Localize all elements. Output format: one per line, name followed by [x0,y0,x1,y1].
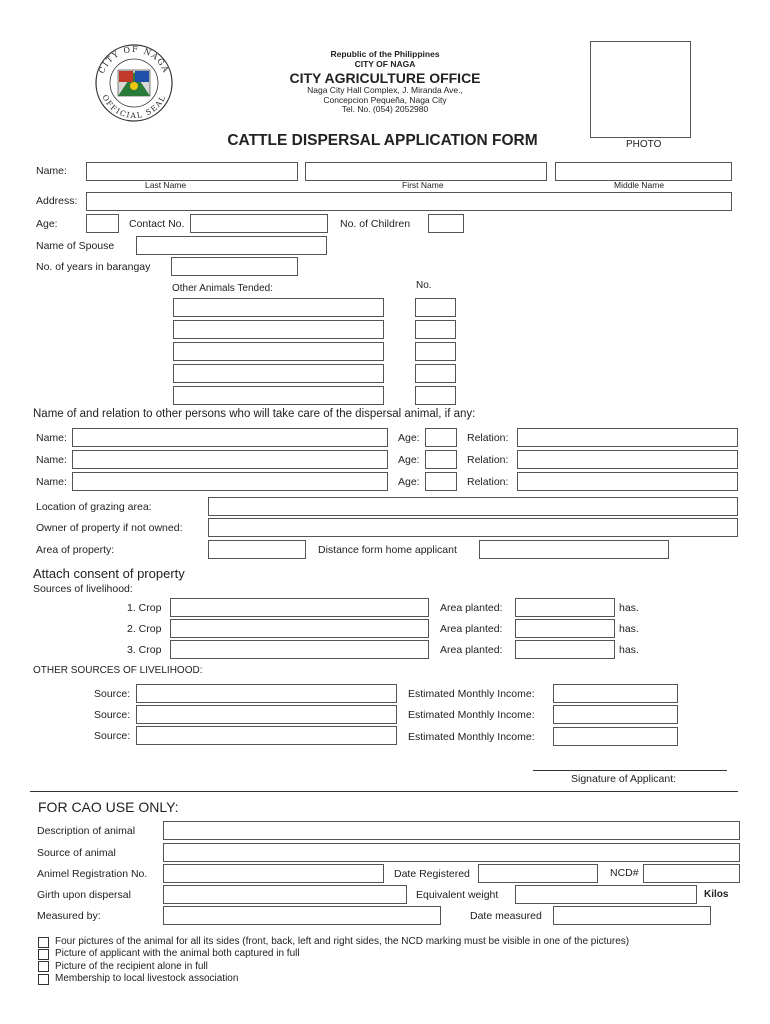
caretaker-relation-input[interactable] [517,450,738,469]
photo-box[interactable] [590,41,691,138]
grazing-location-label: Location of grazing area: [36,501,152,513]
area-planted-label: Area planted: [440,644,503,656]
income-label: Estimated Monthly Income: [408,688,535,700]
children-label: No. of Children [340,218,411,230]
animal-count-input[interactable] [415,320,456,339]
section-divider [30,791,738,792]
animal-count-input[interactable] [415,364,456,383]
source-input[interactable] [136,684,397,703]
other-livelihood-heading: OTHER SOURCES OF LIVELIHOOD: [33,665,203,676]
caretaker-name-input[interactable] [72,450,388,469]
caretaker-relation-label: Relation: [467,476,509,488]
animal-count-input[interactable] [415,298,456,317]
spouse-input[interactable] [136,236,327,255]
svg-text:OFFICIAL SEAL [100,93,167,120]
seal-top-text: CITY OF NAGA [97,44,171,75]
caretaker-name-label: Name: [36,454,67,466]
city-text: CITY OF NAGA [354,59,416,69]
date-measured-label: Date measured [470,910,542,922]
area-planted-input[interactable] [515,598,615,617]
has-unit: has. [619,602,639,614]
address-input[interactable] [86,192,732,211]
area-planted-input[interactable] [515,619,615,638]
livelihood-sources-label: Sources of livelihood: [33,583,133,595]
income-input[interactable] [553,705,678,724]
animal-source-input[interactable] [163,843,740,862]
source-label: Source: [94,709,131,721]
caretaker-age-label: Age: [398,476,420,488]
cao-heading: FOR CAO USE ONLY: [38,799,179,815]
first-name-caption: First Name [402,180,444,190]
contact-input[interactable] [190,214,328,233]
source-label: Source: [94,730,131,742]
country-text: Republic of the Philippines [330,49,440,59]
animal-input[interactable] [173,320,384,339]
income-input[interactable] [553,684,678,703]
contact-label: Contact No. [129,218,185,230]
caretaker-age-label: Age: [398,454,420,466]
crop-input[interactable] [170,640,429,659]
first-name-input[interactable] [305,162,547,181]
equivalent-weight-label: Equivalent weight [416,889,499,901]
source-label: Source: [94,688,131,700]
income-input[interactable] [553,727,678,746]
caretaker-name-label: Name: [36,432,67,444]
animal-input[interactable] [173,364,384,383]
office-tel: Tel. No. (054) 2052980 [341,104,429,114]
checklist-checkbox[interactable] [38,949,49,960]
consent-note: Attach consent of property [33,566,185,581]
photo-label: PHOTO [626,139,662,150]
years-label: No. of years in barangay [36,261,151,273]
checklist-item: Picture of applicant with the animal both captured in full [55,948,300,959]
crop-label: 2. Crop [127,623,162,635]
office-address-1: Naga City Hall Complex, J. Miranda Ave., [307,85,463,95]
middle-name-input[interactable] [555,162,732,181]
property-area-input[interactable] [208,540,306,559]
crop-label: 1. Crop [127,602,162,614]
other-animals-label: Other Animals Tended: [172,283,273,294]
age-input[interactable] [86,214,119,233]
middle-name-caption: Middle Name [614,180,665,190]
animal-no-label: No. [416,280,432,291]
caretaker-relation-label: Relation: [467,432,509,444]
address-label: Address: [36,195,78,207]
ncd-input[interactable] [643,864,740,883]
caretaker-name-input[interactable] [72,428,388,447]
animal-count-input[interactable] [415,386,456,405]
caretaker-relation-input[interactable] [517,472,738,491]
caretaker-age-input[interactable] [425,472,457,491]
signature-label: Signature of Applicant: [571,773,677,785]
grazing-location-input[interactable] [208,497,738,516]
name-label: Name: [36,165,67,177]
age-label: Age: [36,218,58,230]
measured-by-label: Measured by: [37,910,101,922]
animal-count-input[interactable] [415,342,456,361]
caretakers-heading: Name of and relation to other persons who will take care of the dispersal animal, if any: [33,408,476,420]
registration-input[interactable] [163,864,384,883]
spouse-label: Name of Spouse [36,240,115,252]
kilos-unit: Kilos [704,889,729,900]
property-owner-input[interactable] [208,518,738,537]
source-input[interactable] [136,705,397,724]
property-area-label: Area of property: [36,544,115,556]
years-input[interactable] [171,257,298,276]
caretaker-relation-input[interactable] [517,428,738,447]
area-planted-input[interactable] [515,640,615,659]
crop-input[interactable] [170,619,429,638]
office-title: CITY AGRICULTURE OFFICE [289,70,481,86]
checklist-checkbox[interactable] [38,937,49,948]
girth-label: Girth upon dispersal [37,889,131,901]
property-owner-label: Owner of property if not owned: [36,522,183,534]
equivalent-weight-input[interactable] [515,885,697,904]
animal-source-label: Source of animal [37,847,116,859]
distance-input[interactable] [479,540,669,559]
checklist-item: Four pictures of the animal for all its sides (front, back, left and right sides, the NCD marking must be visible in one of the pictures) [55,936,630,947]
crop-input[interactable] [170,598,429,617]
girth-input[interactable] [163,885,407,904]
animal-input[interactable] [173,298,384,317]
last-name-input[interactable] [86,162,298,181]
caretaker-name-input[interactable] [72,472,388,491]
last-name-caption: Last Name [145,180,187,190]
checklist-checkbox[interactable] [38,961,49,972]
registration-label: Animel Registration No. [37,868,148,880]
animal-description-label: Description of animal [37,825,136,837]
caretaker-age-input[interactable] [425,450,457,469]
ncd-label: NCD# [610,867,639,879]
has-unit: has. [619,623,639,635]
form-title: CATTLE DISPERSAL APPLICATION FORM [227,132,538,149]
area-planted-label: Area planted: [440,602,503,614]
crop-label: 3. Crop [127,644,162,656]
signature-line[interactable] [533,770,727,771]
animal-input[interactable] [173,386,384,405]
children-input[interactable] [428,214,464,233]
date-registered-label: Date Registered [394,868,470,880]
checklist-item: Picture of the recipient alone in full [55,961,208,972]
caretaker-age-input[interactable] [425,428,457,447]
caretaker-relation-label: Relation: [467,454,509,466]
animal-input[interactable] [173,342,384,361]
checklist-item: Membership to local livestock association [55,973,239,984]
office-address-2: Concepcion Pequeña, Naga City [323,95,447,105]
has-unit: has. [619,644,639,656]
animal-description-input[interactable] [163,821,740,840]
checklist-checkbox[interactable] [38,974,49,985]
income-label: Estimated Monthly Income: [408,731,535,743]
seal-bottom-text: OFFICIAL SEAL [100,93,168,121]
caretaker-age-label: Age: [398,432,420,444]
city-seal [88,42,180,124]
area-planted-label: Area planted: [440,623,503,635]
date-registered-input[interactable] [478,864,598,883]
distance-label: Distance form home applicant [318,544,457,556]
measured-by-input[interactable] [163,906,441,925]
source-input[interactable] [136,726,397,745]
income-label: Estimated Monthly Income: [408,709,535,721]
date-measured-input[interactable] [553,906,711,925]
caretaker-name-label: Name: [36,476,67,488]
